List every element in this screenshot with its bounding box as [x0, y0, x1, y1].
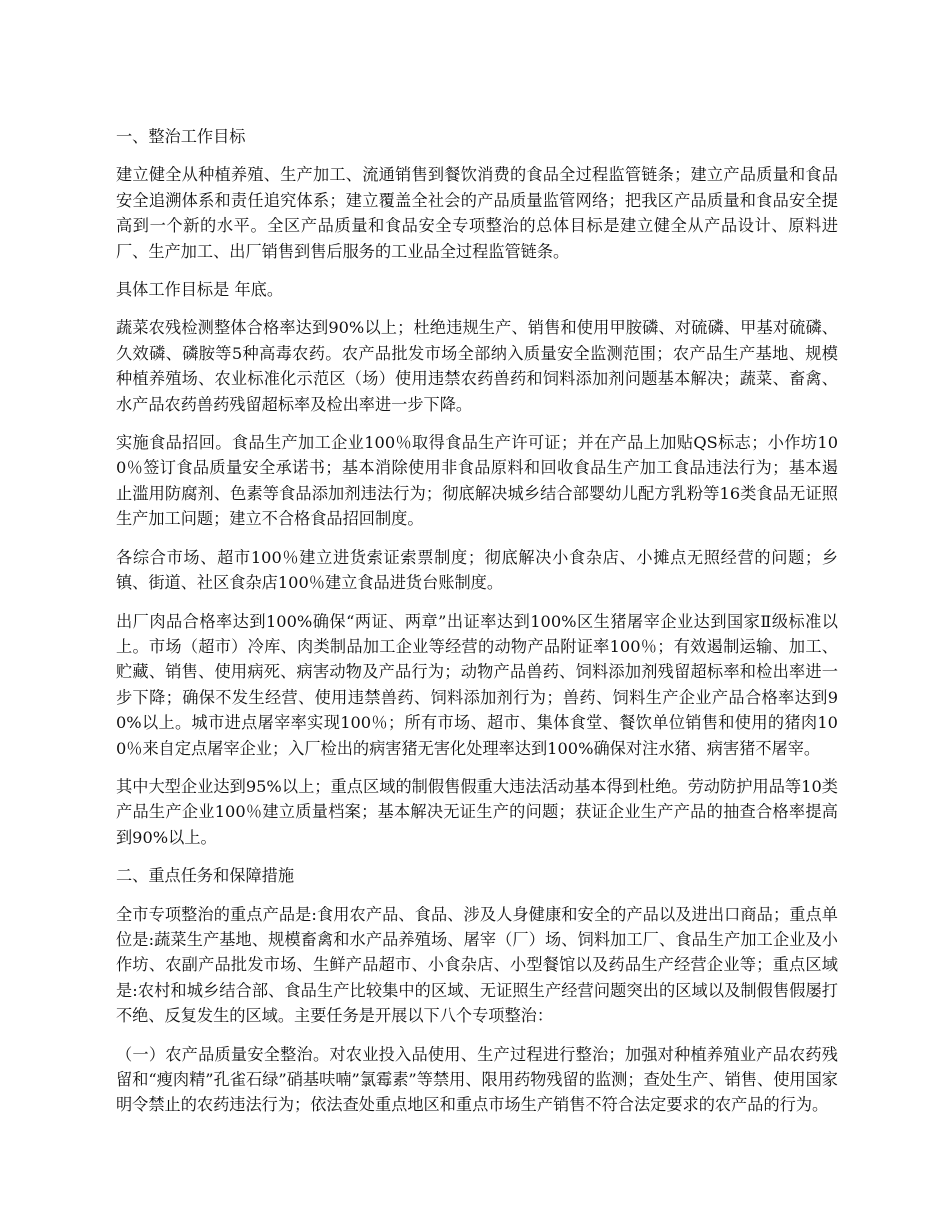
paragraph-vegetable-pesticide: 蔬菜农残检测整体合格率达到90%以上；杜绝违规生产、销售和使用甲胺磷、对硫磷、甲基对硫磷、久效磷、磷胺等5种高毒农药。农产品批发市场全部纳入质量安全监测范围；农产品生产基地、规模种植养殖场、农业标准化示范区（场）使用违禁农药兽药和饲料添加剂问题基本解决；蔬菜、畜禽、水产品农药兽药残留超标率及检出率进一步下降。: [116, 318, 838, 414]
section-heading-goals: 一、整治工作目标: [116, 127, 246, 146]
paragraph-meat-quality: 出厂肉品合格率达到100%确保“两证、两章”出证率达到100%区生猪屠宰企业达到国家Ⅱ级标准以上。市场（超市）冷库、肉类制品加工企业等经营的动物产品附证率100％；有效遏制运输、加工、贮藏、销售、使用病死、病害动物及产品行为；动物产品兽药、饲料添加剂残留超标率和检出率进一步下降；确保不发生经营、使用违禁兽药、饲料添加剂行为；兽药、饲料生产企业产品合格率达到90%以上。城市进点屠宰率实现100％；所有市场、超市、集体食堂、餐饮单位销售和使用的猪肉100％来自定点屠宰企业；入厂检出的病害猪无害化处理率达到100%确保对注水猪、病害猪不屠宰。: [116, 611, 838, 758]
paragraph-overall-goal: 建立健全从种植养殖、生产加工、流通销售到餐饮消费的食品全过程监管链条；建立产品质量和食品安全追溯体系和责任追究体系；建立覆盖全社会的产品质量监管网络；把我区产品质量和食品安全提高到一个新的水平。全区产品质量和食品安全专项整治的总体目标是建立健全从产品设计、原料进厂、生产加工、出厂销售到售后服务的工业品全过程监管链条。: [116, 165, 838, 261]
paragraph-key-products: 全市专项整治的重点产品是:食用农产品、食品、涉及人身健康和安全的产品以及进出口商品；重点单位是:蔬菜生产基地、规模畜禽和水产品养殖场、屠宰（厂）场、饲料加工厂、食品生产加工企业及小作坊、农副产品批发市场、生鲜产品超市、小食杂店、小型餐馆以及药品生产经营企业等；重点区域是:农村和城乡结合部、食品生产比较集中的区域、无证照生产经营问题突出的区域以及制假售假屡打不绝、反复发生的区域。主要任务是开展以下八个专项整治：: [116, 904, 838, 1026]
paragraph-specific-goal-intro: 具体工作目标是 年底。: [116, 280, 284, 300]
section-heading-tasks: 二、重点任务和保障措施: [116, 866, 295, 886]
paragraph-enterprise-quality: 其中大型企业达到95%以上；重点区域的制假售假重大违法活动基本得到杜绝。劳动防护用品等10类产品生产企业100％建立质量档案；基本解决无证生产的问题；获证企业生产产品的抽查合格率提高到90%以上。: [116, 776, 838, 847]
paragraph-food-recall: 实施食品招回。食品生产加工企业100％取得食品生产许可证；并在产品上加贴QS标志；小作坊100％签订食品质量安全承诺书；基本消除使用非食品原料和回收食品生产加工食品违法行为；基本遏止滥用防腐剂、色素等食品添加剂违法行为；彻底解决城乡结合部婴幼儿配方乳粉等16类食品无证照生产加工问题；建立不合格食品招回制度。: [116, 433, 838, 529]
paragraph-market-invoice: 各综合市场、超市100％建立进货索证索票制度；彻底解决小食杂店、小摊点无照经营的问题；乡镇、街道、社区食杂店100％建立食品进货台账制度。: [116, 547, 838, 593]
paragraph-agri-rectification: （一）农产品质量安全整治。对农业投入品使用、生产过程进行整治；加强对种植养殖业产品农药残留和“瘦肉精”孔雀石绿”硝基呋喃”氯霉素”等禁用、限用药物残留的监测；查处生产、销售、使用国家明令禁止的农药违法行为；依法查处重点地区和重点市场生产销售不符合法定要求的农产品的行为。: [116, 1044, 838, 1115]
